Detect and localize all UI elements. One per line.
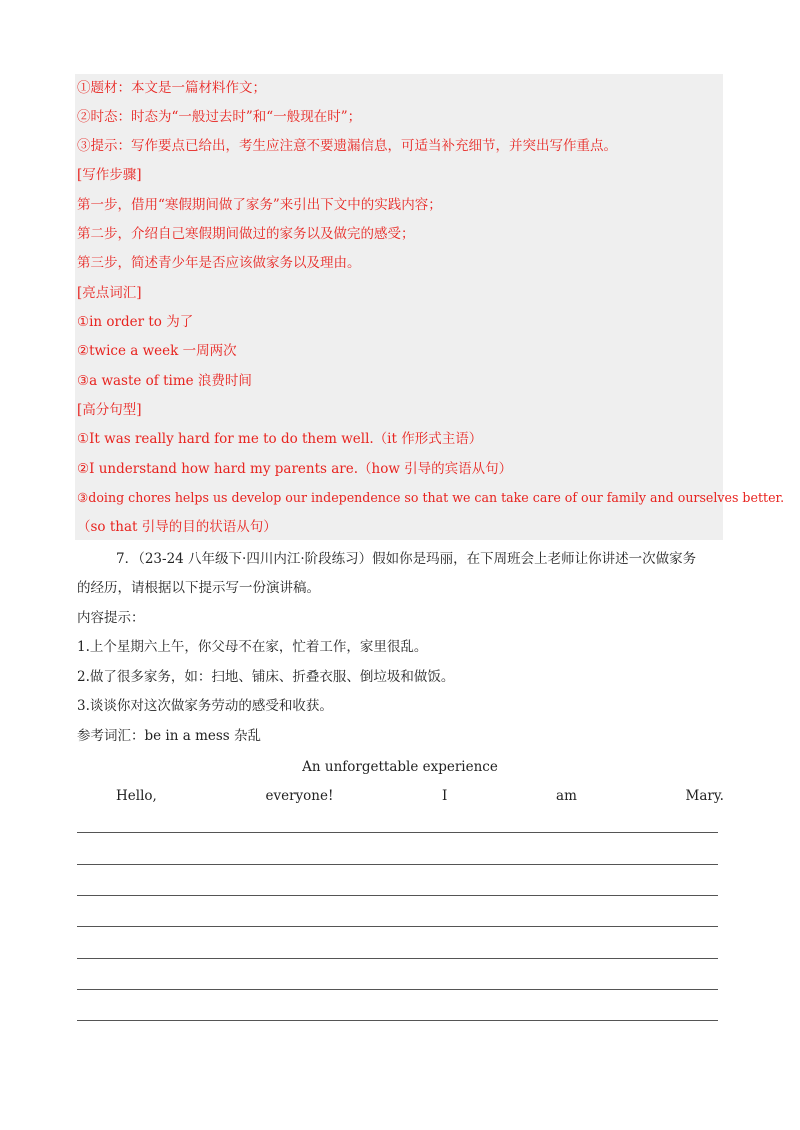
hint-title: 内容提示： — [77, 610, 145, 626]
question-prompt-line-2: 的经历，请根据以下提示写一份演讲稿。 — [77, 580, 320, 596]
essay-title: An unforgettable experience — [302, 759, 498, 775]
answer-vocab-3: ③a waste of time 浪费时间 — [77, 373, 252, 389]
writing-line[interactable] — [77, 1020, 718, 1021]
answer-vocab-heading: [亮点词汇] — [77, 285, 142, 301]
question-prompt-line-1: 7．（23-24 八年级下·四川内江·阶段练习）假如你是玛丽，在下周班会上老师让你讲述一次做家务 — [116, 551, 697, 567]
answer-step-3: 第三步，简述青少年是否应该做家务以及理由。 — [77, 255, 361, 271]
answer-sentence-1: ①It was really hard for me to do them well.（it 作形式主语） — [77, 431, 483, 447]
reference-vocab: 参考词汇：be in a mess 杂乱 — [77, 728, 262, 744]
answer-step-1: 第一步，借用“寒假期间做了家务”来引出下文中的实践内容； — [77, 197, 442, 213]
answer-step-2: 第二步，介绍自己寒假期间做过的家务以及做完的感受； — [77, 226, 415, 242]
writing-line[interactable] — [77, 895, 718, 896]
greeting-word: Hello, — [116, 788, 157, 804]
hint-item-3: 3.谈谈你对这次做家务劳动的感受和收获。 — [77, 698, 333, 714]
writing-line[interactable] — [77, 832, 718, 833]
essay-greeting-line — [116, 787, 724, 805]
writing-line[interactable] — [77, 926, 718, 927]
answer-topic-line: ①题材：本文是一篇材料作文； — [77, 80, 266, 96]
answer-sentence-heading: [高分句型] — [77, 402, 142, 418]
answer-vocab-2: ②twice a week 一周两次 — [77, 343, 237, 359]
answer-tip-line: ③提示：写作要点已给出，考生应注意不要遗漏信息，可适当补充细节，并突出写作重点。 — [77, 138, 617, 154]
writing-line[interactable] — [77, 989, 718, 990]
greeting-word: Mary. — [685, 788, 724, 804]
greeting-word: everyone! — [265, 788, 334, 804]
answer-steps-heading: [写作步骤] — [77, 167, 142, 183]
writing-line[interactable] — [77, 958, 718, 959]
greeting-word: I — [442, 788, 448, 804]
writing-line[interactable] — [77, 864, 718, 865]
answer-sentence-2: ②I understand how hard my parents are.（how 引导的宾语从句） — [77, 461, 513, 477]
hint-item-1: 1.上个星期六上午，你父母不在家，忙着工作，家里很乱。 — [77, 639, 428, 655]
answer-sentence-3-note: （so that 引导的目的状语从句） — [77, 519, 277, 535]
hint-item-2: 2.做了很多家务，如：扫地、铺床、折叠衣服、倒垃圾和做饭。 — [77, 669, 455, 685]
answer-tense-line: ②时态：时态为“一般过去时”和“一般现在时”； — [77, 109, 362, 125]
greeting-word: am — [556, 788, 577, 804]
answer-vocab-1: ①in order to 为了 — [77, 314, 194, 330]
answer-sentence-3: ③doing chores helps us develop our independence so that we can take care of our family and ourselves better. — [77, 490, 785, 505]
